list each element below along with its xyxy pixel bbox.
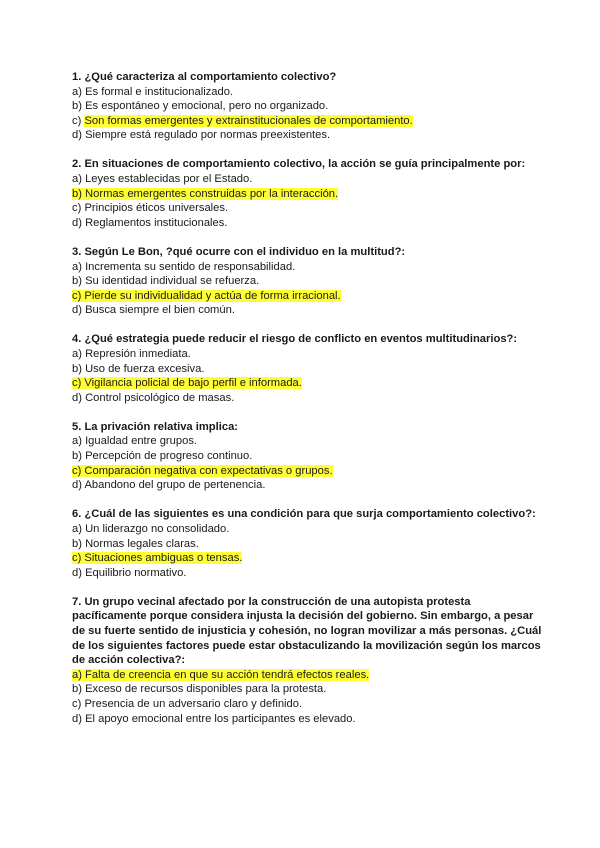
question-title: 7. Un grupo vecinal afectado por la construcción de una autopista protesta pacíficamente porque considera injusta la decisión del gobierno. Sin embargo, a pesar de su fuerte sentido de injusticia y cohesión, no logran movilizar a más personas. ¿Cuál de los siguientes factores puede estar obstaculizando la movilización según los marcos de acción colectiva?: — [72, 595, 542, 667]
option-prefix: d) — [72, 129, 86, 142]
option-b-correct — [72, 187, 542, 202]
option-prefix: a) — [72, 85, 86, 98]
question-title: 6. ¿Cuál de las siguientes es una condición para que surja comportamiento colectivo?: — [72, 508, 536, 521]
option-text: Abandono del grupo de pertenencia. — [84, 479, 266, 492]
option-text: Leyes establecidas por el Estado. — [85, 173, 253, 186]
option-c-correct — [72, 551, 542, 566]
option-a — [72, 434, 542, 449]
option-text: Principios éticos universales. — [84, 202, 229, 215]
option-d — [72, 216, 542, 231]
option-prefix: b) — [72, 683, 86, 696]
option-prefix: b) — [72, 275, 86, 288]
option-prefix: d) — [72, 566, 86, 579]
option-c — [72, 697, 542, 712]
option-b — [72, 274, 542, 289]
option-c — [72, 201, 542, 216]
option-c-correct — [72, 114, 542, 129]
question-3 — [72, 245, 542, 318]
option-text: Es espontáneo y emocional, pero no organizado. — [85, 100, 329, 113]
option-text: Uso de fuerza excesiva. — [85, 362, 205, 375]
highlighted-answer: c) Situaciones ambiguas o tensas. — [72, 552, 243, 565]
question-1 — [72, 70, 542, 143]
question-2 — [72, 157, 542, 230]
option-a — [72, 172, 542, 187]
option-text: Busca siempre el bien común. — [85, 304, 235, 317]
option-prefix: c) — [72, 697, 85, 710]
option-text: Exceso de recursos disponibles para la protesta. — [85, 683, 327, 696]
option-b — [72, 682, 542, 697]
highlighted-answer: c) Pierde su individualidad y actúa de forma irracional. — [72, 289, 341, 302]
highlighted-answer: c) Vigilancia policial de bajo perfil e informada. — [72, 377, 302, 390]
question-5 — [72, 420, 542, 493]
option-a-correct — [72, 668, 542, 683]
question-title: 5. La privación relativa implica: — [72, 420, 239, 433]
option-prefix: d) — [72, 304, 86, 317]
option-d — [72, 712, 542, 727]
option-d — [72, 566, 542, 581]
option-d — [72, 391, 542, 406]
highlighted-answer: c) Comparación negativa con expectativas o grupos. — [72, 464, 333, 477]
question-6 — [72, 507, 542, 580]
option-prefix: a) — [72, 522, 86, 535]
option-text: Igualdad entre grupos. — [85, 435, 198, 448]
option-prefix: d) — [72, 216, 86, 229]
question-title: 3. Según Le Bon, ?qué ocurre con el individuo en la multitud?: — [72, 245, 406, 258]
option-text: Percepción de progreso continuo. — [85, 450, 253, 463]
option-prefix: b) — [72, 100, 86, 113]
highlighted-answer: Son formas emergentes y extrainstitucionales de comportamiento. — [84, 114, 413, 127]
option-text: Un liderazgo no consolidado. — [85, 522, 230, 535]
document-page — [72, 70, 542, 741]
question-7 — [72, 595, 542, 726]
option-c-correct — [72, 376, 542, 391]
option-b — [72, 99, 542, 114]
option-d — [72, 128, 542, 143]
question-title: 1. ¿Qué caracteriza al comportamiento colectivo? — [72, 71, 337, 83]
option-prefix: a) — [72, 260, 86, 273]
option-a — [72, 347, 542, 362]
option-text: Equilibrio normativo. — [85, 566, 187, 579]
option-a — [72, 85, 542, 100]
option-b — [72, 362, 542, 377]
option-c-correct — [72, 289, 542, 304]
option-prefix: a) — [72, 435, 86, 448]
option-prefix: d) — [72, 712, 86, 725]
option-prefix: b) — [72, 450, 86, 463]
option-prefix: d) — [72, 391, 86, 404]
option-prefix: b) — [72, 362, 86, 375]
highlighted-answer: a) Falta de creencia en que su acción tendrá efectos reales. — [72, 668, 370, 681]
option-text: Represión inmediata. — [85, 348, 191, 360]
option-prefix: b) — [72, 537, 86, 550]
option-text: Reglamentos institucionales. — [85, 216, 228, 229]
question-4 — [72, 332, 542, 405]
highlighted-answer: b) Normas emergentes construidas por la interacción. — [72, 187, 339, 200]
option-d — [72, 303, 542, 318]
option-text: Es formal e institucionalizado. — [85, 85, 234, 98]
option-b — [72, 537, 542, 552]
option-a — [72, 522, 542, 537]
option-text: Presencia de un adversario claro y definido. — [84, 697, 303, 710]
option-text: Normas legales claras. — [85, 537, 199, 550]
option-text: El apoyo emocional entre los participantes es elevado. — [85, 712, 356, 725]
option-text: Su identidad individual se refuerza. — [85, 275, 260, 288]
option-prefix: c) — [72, 202, 85, 215]
option-prefix: d) — [72, 479, 85, 492]
option-text: Siempre está regulado por normas preexistentes. — [85, 129, 331, 142]
option-prefix: c) — [72, 114, 85, 127]
question-title: 4. ¿Qué estrategia puede reducir el riesgo de conflicto en eventos multitudinarios?: — [72, 333, 518, 346]
option-b — [72, 449, 542, 464]
option-text: Incrementa su sentido de responsabilidad. — [85, 260, 296, 273]
option-prefix: a) — [72, 173, 86, 186]
option-c-correct — [72, 464, 542, 479]
option-d — [72, 478, 542, 493]
option-prefix: a) — [72, 348, 86, 360]
option-a — [72, 260, 542, 275]
option-text: Control psicológico de masas. — [85, 391, 235, 404]
question-title: 2. En situaciones de comportamiento colectivo, la acción se guía principalmente por: — [72, 158, 526, 171]
